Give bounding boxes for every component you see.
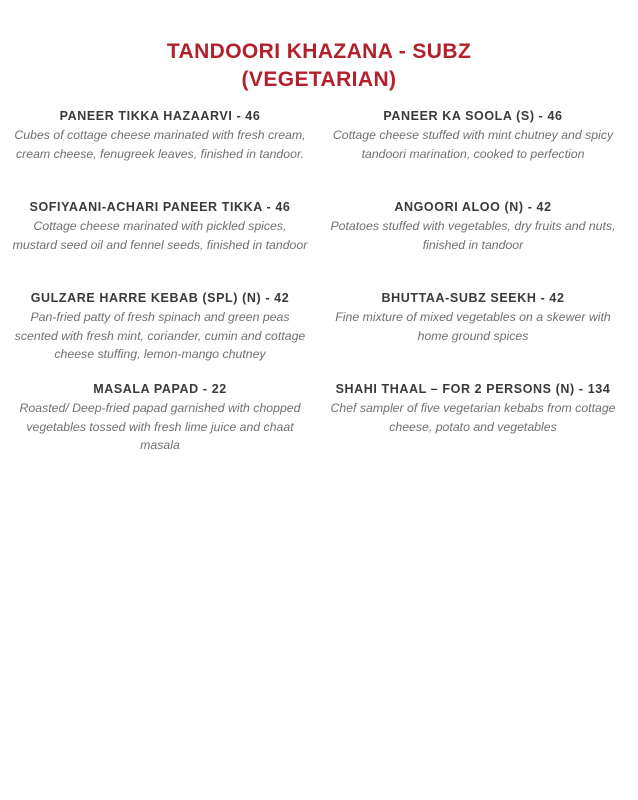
menu-item-name: BHUTTAA-SUBZ SEEKH - 42 (381, 291, 565, 305)
menu-item-description: Chef sampler of five vegetarian kebabs from cottage cheese, potato and vegetables (330, 401, 616, 434)
menu-item (323, 107, 623, 163)
menu-item-name: MASALA PAPAD - 22 (93, 382, 227, 396)
page-title (0, 38, 638, 94)
menu-item-description: Roasted/ Deep-fried papad garnished with chopped vegetables tossed with fresh lime juice and chaat masala (19, 401, 301, 452)
menu-item-description: Cottage cheese marinated with pickled spices, mustard seed oil and fennel seeds, finished in tandoor (12, 219, 308, 252)
menu-item-name: PANEER TIKKA HAZAARVI - 46 (59, 109, 261, 123)
menu-item (10, 107, 310, 163)
menu-item (323, 289, 623, 345)
menu-item-description: Pan-fried patty of fresh spinach and green peas scented with fresh mint, coriander, cumin and cottage cheese stuffing, lemon-mango chutney (14, 310, 306, 361)
menu-item-name: GULZARE HARRE KEBAB (SPL) (N) - 42 (30, 291, 290, 305)
menu-item-description: Cottage cheese stuffed with mint chutney and spicy tandoori marination, cooked to perfection (332, 128, 614, 161)
menu-item (10, 198, 310, 254)
menu-item-description: Cubes of cottage cheese marinated with fresh cream, cream cheese, fenugreek leaves, finished in tandoor. (14, 128, 306, 161)
menu-item (10, 380, 310, 455)
menu-item-name: ANGOORI ALOO (N) - 42 (394, 200, 552, 214)
menu-item-name: PANEER KA SOOLA (S) - 46 (383, 109, 563, 123)
page-title-line-1: TANDOORI KHAZANA - SUBZ (166, 40, 472, 64)
page-title-line-2: (VEGETARIAN) (241, 68, 397, 92)
menu-item-name: SHAHI THAAL – FOR 2 PERSONS (N) - 134 (335, 382, 611, 396)
menu-item (323, 380, 623, 436)
menu-item (323, 198, 623, 254)
menu-item-description: Fine mixture of mixed vegetables on a skewer with home ground spices (335, 310, 611, 343)
menu-item (10, 289, 310, 364)
menu-item-description: Potatoes stuffed with vegetables, dry fruits and nuts, finished in tandoor (330, 219, 616, 252)
menu-item-name: SOFIYAANI-ACHARI PANEER TIKKA - 46 (29, 200, 291, 214)
